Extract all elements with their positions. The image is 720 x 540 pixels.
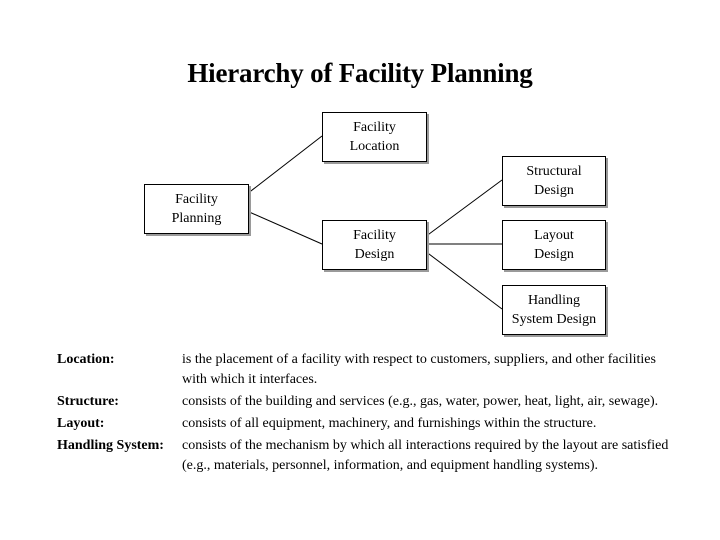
definition-term: Location: <box>57 352 115 367</box>
definition-text: consists of the building and services (e.g., gas, water, power, heat, light, air, sewage). <box>182 394 659 409</box>
node-line: Handling <box>527 293 581 308</box>
node-line: System Design <box>511 312 597 327</box>
edge-planning-design <box>247 211 322 244</box>
definition-row <box>57 414 677 434</box>
definition-row <box>57 392 677 412</box>
node-facility-location <box>322 112 427 162</box>
definitions-list <box>57 350 677 476</box>
definition-term: Structure: <box>57 394 119 409</box>
node-structural-design <box>502 156 606 206</box>
definition-term: Layout: <box>57 416 105 431</box>
node-facility-design <box>322 220 427 270</box>
definition-text: is the placement of a facility with respect to customers, suppliers, and other facilities with which it interfaces. <box>182 352 656 387</box>
node-line: Layout <box>534 228 574 243</box>
node-facility-planning <box>144 184 249 234</box>
definition-row <box>57 436 677 476</box>
node-line: Location <box>349 139 400 154</box>
edge-planning-location <box>247 136 322 194</box>
definition-row <box>57 350 677 390</box>
node-line: Design <box>534 247 574 262</box>
definition-text: consists of the mechanism by which all interactions required by the layout are satisfied (e.g., materials, personnel, information, and equipment handling systems). <box>182 438 669 473</box>
definition-text: consists of all equipment, machinery, and furnishings within the structure. <box>182 416 597 431</box>
node-line: Facility <box>353 228 396 243</box>
node-handling-system-design <box>502 285 606 335</box>
node-line: Facility <box>353 120 396 135</box>
node-line: Structural <box>526 164 582 179</box>
node-line: Facility <box>175 192 218 207</box>
definition-term: Handling System: <box>57 438 164 453</box>
edge-design-structural <box>425 180 502 237</box>
node-line: Design <box>354 247 395 262</box>
node-line: Design <box>534 183 574 198</box>
node-layout-design <box>502 220 606 270</box>
node-line: Planning <box>171 211 222 226</box>
diagram-title: Hierarchy of Facility Planning <box>187 58 533 88</box>
edge-design-handling <box>425 251 502 309</box>
